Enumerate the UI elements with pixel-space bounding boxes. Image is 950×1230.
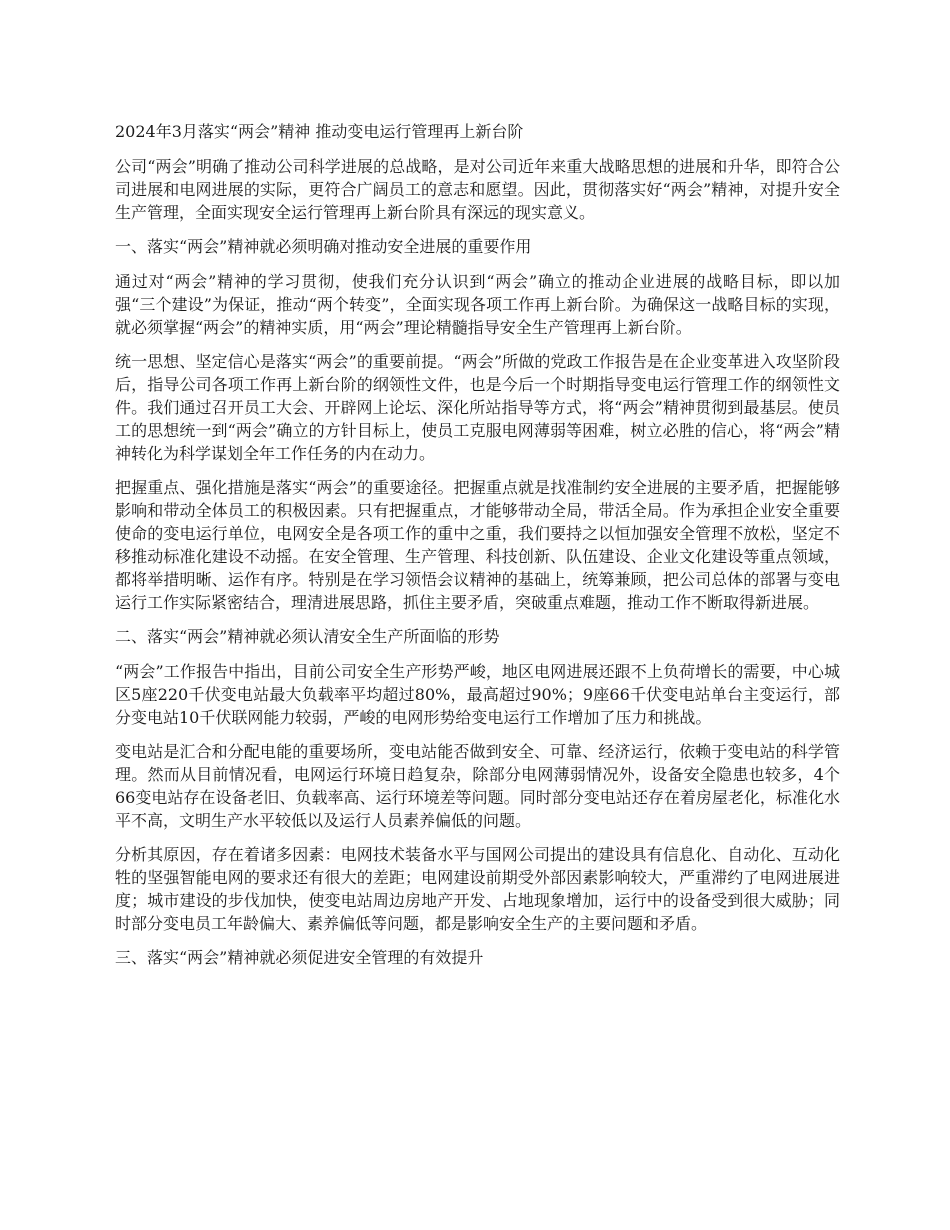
section-3-heading: 三、落实“两会”精神就必须促进安全管理的有效提升 [115, 948, 484, 967]
section-1-heading: 一、落实“两会”精神就必须明确对推动安全进展的重要作用 [115, 237, 532, 256]
section-2-paragraph-2: 变电站是汇合和分配电能的重要场所，变电站能否做到安全、可靠、经济运行，依赖于变电站的科学管理。然而从目前情况看，电网运行环境日趋复杂，除部分电网薄弱情况外，设备安全隐患也较多，4个66变电站存在设备老旧、负载率高、运行环境差等问题。同时部分变电站还存在着房屋老化，标准化水平不高，文明生产水平较低以及运行人员素养偏低的问题。 [115, 742, 840, 830]
section-2-paragraph-1: “两会”工作报告中指出，目前公司安全生产形势严峻，地区电网进展还跟不上负荷增长的需要，中心城区5座220千伏变电站最大负载率平均超过80%，最高超过90%；9座66千伏变电站单台主变运行，部分变电站10千伏联网能力较弱，严峻的电网形势给变电运行工作增加了压力和挑战。 [115, 662, 840, 727]
section-1-paragraph-2: 统一思想、坚定信心是落实“两会”的重要前提。“两会”所做的党政工作报告是在企业变革进入攻坚阶段后，指导公司各项工作再上新台阶的纲领性文件，也是今后一个时期指导变电运行管理工作的纲领性文件。我们通过召开员工大会、开辟网上论坛、深化所站指导等方式，将“两会”精神贯彻到最基层。使员工的思想统一到“两会”确立的方针目标上，使员工克服电网薄弱等困难，树立必胜的信心，将“两会”精神转化为科学谋划全年工作任务的内在动力。 [115, 352, 840, 463]
section-1-paragraph-1: 通过对“两会”精神的学习贯彻，使我们充分认识到“两会”确立的推动企业进展的战略目标，即以加强“三个建设”为保证，推动“两个转变”，全面实现各项工作再上新台阶。为确保这一战略目标的实现，就必须掌握“两会”的精神实质，用“两会”理论精髓指导安全生产管理再上新台阶。 [115, 272, 840, 337]
section-2-paragraph-3: 分析其原因，存在着诸多因素：电网技术装备水平与国网公司提出的建设具有信息化、自动化、互动化牲的坚强智能电网的要求还有很大的差距；电网建设前期受外部因素影响较大，严重滞约了电网进展进度；城市建设的步伐加快，使变电站周边房地产开发、占地现象增加，运行中的设备受到很大威胁；同时部分变电员工年龄偏大、素养偏低等问题，都是影响安全生产的主要问题和矛盾。 [115, 845, 840, 933]
section-1-paragraph-3: 把握重点、强化措施是落实“两会”的重要途径。把握重点就是找准制约安全进展的主要矛盾，把握能够影响和带动全体员工的积极因素。只有把握重点，才能够带动全局，带活全局。作为承担企业安全重要使命的变电运行单位，电网安全是各项工作的重中之重，我们要持之以恒加强安全管理不放松，坚定不移推动标准化建设不动摇。在安全管理、生产管理、科技创新、队伍建设、企业文化建设等重点领域，都将举措明晰、运作有序。特别是在学习领悟会议精神的基础上，统筹兼顾，把公司总体的部署与变电运行工作实际紧密结合，理清进展思路，抓住主要矛盾，突破重点难题，推动工作不断取得新进展。 [115, 478, 840, 612]
document-title: 2024年3月落实“两会”精神 推动变电运行管理再上新台阶 [115, 122, 524, 141]
intro-paragraph: 公司“两会”明确了推动公司科学进展的总战略，是对公司近年来重大战略思想的进展和升华，即符合公司进展和电网进展的实际，更符合广阔员工的意志和愿望。因此，贯彻落实好“两会”精神，对提升安全生产管理，全面实现安全运行管理再上新台阶具有深远的现实意义。 [115, 157, 840, 222]
section-2-heading: 二、落实“两会”精神就必须认清安全生产所面临的形势 [115, 627, 500, 646]
document-page [115, 120, 840, 981]
